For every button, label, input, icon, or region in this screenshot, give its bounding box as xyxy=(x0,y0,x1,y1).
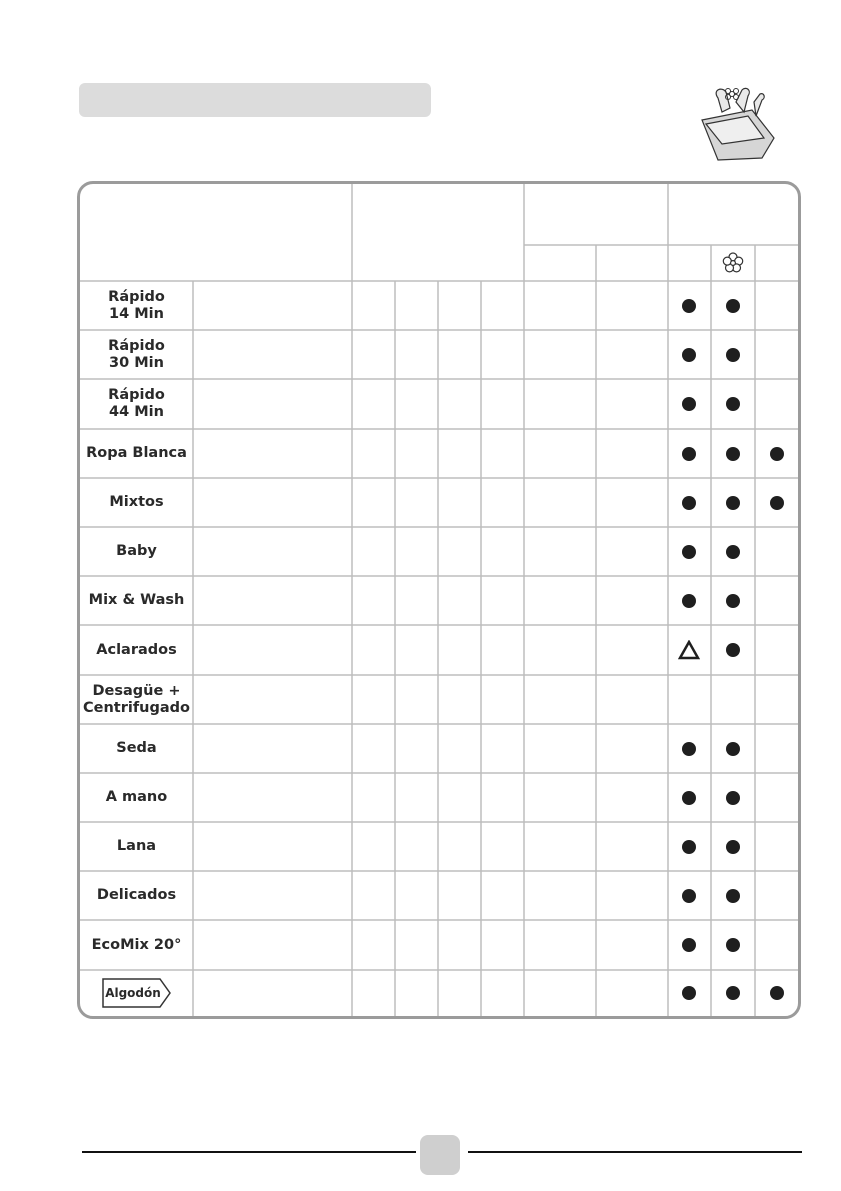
detergent-drawer-illustration xyxy=(692,82,778,166)
program-label: Baby xyxy=(116,543,157,559)
dosage-dot-icon xyxy=(682,348,696,362)
dosage-dot-icon xyxy=(726,938,740,952)
program-label: Rápido 44 Min xyxy=(108,387,165,420)
program-label: Desagüe + Centrifugado xyxy=(83,682,190,716)
dosage-dot-icon xyxy=(682,791,696,805)
section-title-bar xyxy=(79,83,431,117)
program-label: Ropa Blanca xyxy=(86,445,187,461)
dosage-dot-icon xyxy=(682,397,696,411)
program-label: EcoMix 20° xyxy=(91,936,182,953)
program-label: Delicados xyxy=(96,887,177,903)
page-number-badge xyxy=(420,1135,460,1175)
program-label: Mix & Wash xyxy=(88,592,185,608)
dosage-dot-icon xyxy=(682,496,696,510)
footer-rule-left xyxy=(82,1151,416,1153)
dosage-dot-icon xyxy=(726,840,740,854)
dosage-dot-icon xyxy=(682,889,696,903)
dosage-dot-icon xyxy=(682,742,696,756)
dosage-dot-icon xyxy=(726,348,740,362)
dosage-dot-icon xyxy=(726,986,740,1000)
flower-icon xyxy=(723,253,742,272)
dosage-dot-icon xyxy=(682,840,696,854)
footer-rule-right xyxy=(468,1151,802,1153)
program-label: Mixtos xyxy=(109,494,164,510)
program-label: A mano xyxy=(105,789,168,805)
program-label: Seda xyxy=(116,740,157,756)
program-table xyxy=(77,181,801,1019)
dosage-dot-icon xyxy=(682,986,696,1000)
dosage-dot-icon xyxy=(726,791,740,805)
dosage-dot-icon xyxy=(726,397,740,411)
dosage-dot-icon xyxy=(770,496,784,510)
optional-triangle-icon xyxy=(678,640,700,660)
program-label: Rápido 14 Min xyxy=(108,288,165,322)
dosage-dot-icon xyxy=(726,545,740,559)
program-tag-algodon xyxy=(102,978,172,1008)
dosage-dot-icon xyxy=(682,299,696,313)
dosage-dot-icon xyxy=(726,594,740,608)
program-label: Rápido 30 Min xyxy=(108,337,165,371)
dosage-dot-icon xyxy=(770,986,784,1000)
dosage-dot-icon xyxy=(726,447,740,461)
program-label: Aclarados xyxy=(96,641,177,658)
dosage-dot-icon xyxy=(682,594,696,608)
dosage-dot-icon xyxy=(726,299,740,313)
dosage-dot-icon xyxy=(726,643,740,657)
dosage-dot-icon xyxy=(682,447,696,461)
program-label: Algodón xyxy=(105,986,161,1000)
program-label: Lana xyxy=(116,838,157,854)
dosage-dot-icon xyxy=(770,447,784,461)
dosage-dot-icon xyxy=(682,545,696,559)
dosage-dot-icon xyxy=(682,938,696,952)
dosage-dot-icon xyxy=(726,496,740,510)
dosage-dot-icon xyxy=(726,742,740,756)
dosage-dot-icon xyxy=(726,889,740,903)
